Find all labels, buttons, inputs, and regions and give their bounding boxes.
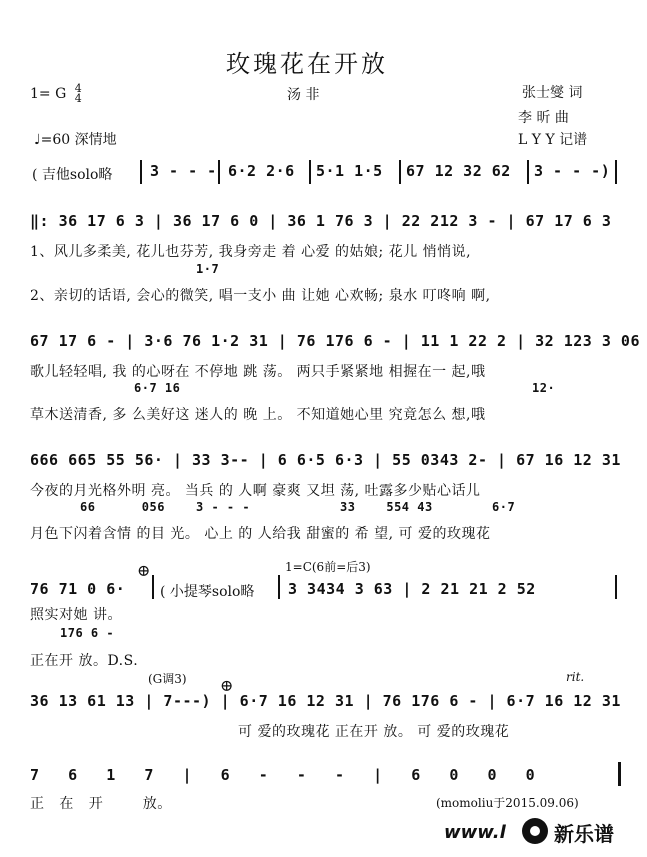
barline — [140, 160, 142, 184]
intro-bar-2: 6·2 2·6 — [228, 162, 295, 180]
notation-line-2: 67 17 6 - | 3·6 76 1·2 31 | 76 176 6 - | 11 1 22 2 | 32 123 3 06 — [30, 332, 640, 350]
barline — [278, 575, 280, 599]
ritardando-mark: rit. — [566, 670, 585, 684]
tempo — [34, 129, 117, 149]
alt-notes-line-1: 1·7 — [196, 262, 220, 276]
intro-bar-1: 3 - - - — [150, 162, 217, 180]
barline — [309, 160, 311, 184]
final-barline — [618, 762, 621, 786]
time-sig-bottom: 4 — [74, 92, 82, 105]
notation-line-4b: 3 3434 3 63 | 2 21 21 2 52 — [288, 580, 536, 598]
notation-line-3: 666 665 55 56· | 33 3-- | 6 6·5 6·3 | 55 0343 2- | 67 16 12 31 — [30, 451, 621, 469]
arranger: L Y Y 记谱 — [518, 132, 588, 148]
alt-notes-line-3d: 6·7 — [492, 500, 516, 514]
lyric-line-2-verse-1: 歌儿轻轻唱, 我 的心呀在 不停地 跳 荡。 两只手紧紧地 相握在一 起,哦 — [30, 364, 486, 380]
lyric-line-6: 正 在 开 放。 — [30, 796, 172, 812]
lyric-line-2-verse-2: 草木送清香, 多 么美好这 迷人的 晚 上。 不知道她心里 究竟怎么 想,哦 — [30, 407, 486, 423]
time-sig-top: 4 — [74, 82, 82, 95]
composer: 李 昕 曲 — [518, 110, 569, 126]
barline — [399, 160, 401, 184]
violin-solo-note: ( 小提琴solo略 — [160, 584, 255, 600]
key-change-mark: (G调3) — [148, 672, 187, 686]
notation-line-1: ‖: 36 17 6 3 | 36 17 6 0 | 36 1 76 3 | 22 212 3 - | 67 17 6 3 — [30, 212, 612, 230]
time-signature — [75, 84, 82, 104]
key-label: 1= G — [30, 86, 67, 102]
lyric-line-1-verse-2: 2、亲切的话语, 会心的微笑, 唱一支小 曲 让她 心欢畅; 泉水 叮咚响 啊, — [30, 288, 491, 304]
lyric-line-5: 可 爱的玫瑰花 正在开 放。 可 爱的玫瑰花 — [238, 724, 510, 740]
coda-sign-icon: ⊕ — [137, 561, 151, 580]
transcriber-credit: (momoliu于2015.09.06) — [436, 796, 579, 810]
lyric-line-3-verse-1: 今夜的月光格外明 亮。 当兵 的 人啊 豪爽 又坦 荡, 吐露多少贴心话儿 — [30, 483, 481, 499]
watermark-site: www.l — [444, 822, 506, 843]
barline — [152, 575, 154, 599]
alt-notes-line-3a: 66 056 — [80, 500, 165, 514]
singer: 汤 非 — [287, 87, 320, 103]
barline — [527, 160, 529, 184]
lyric-line-1-verse-1: 1、风儿多柔美, 花儿也芬芳, 我身旁走 着 心爱 的姑娘; 花儿 悄悄说, — [30, 244, 472, 260]
alt-notes-line-3b: 3 - - - — [196, 500, 251, 514]
alt-notes-line-2b: 12· — [532, 381, 556, 395]
lyric-line-4-verse-2: 正在开 放。D.S. — [30, 653, 139, 669]
quarter-note-icon: ♩ — [34, 132, 41, 148]
lyric-line-3-verse-2: 月色下闪着含情 的目 光。 心上 的 人给我 甜蜜的 希 望, 可 爱的玫瑰花 — [30, 526, 491, 542]
barline — [615, 575, 617, 599]
intro-bar-3: 5·1 1·5 — [316, 162, 383, 180]
lyricist: 张士燮 词 — [522, 85, 583, 101]
barline — [218, 160, 220, 184]
watermark-brand: 新乐谱 — [554, 822, 614, 846]
alt-notes-line-2a: 6·7 16 — [134, 381, 181, 395]
barline — [615, 160, 617, 184]
lyric-line-4-verse-1: 照实对她 讲。 — [30, 607, 122, 623]
modulation-mark: 1=C(6前=后3) — [285, 560, 371, 574]
alt-notes-line-3c: 33 554 43 — [340, 500, 433, 514]
notation-line-4a: 76 71 0 6· — [30, 580, 126, 598]
intro-bar-5: 3 - - -) — [534, 162, 611, 180]
song-title: 玫瑰花在开放 — [226, 50, 388, 78]
notation-line-6: 7 6 1 7 | 6 - - - | 6 0 0 0 — [30, 766, 536, 784]
site-logo-icon — [522, 818, 548, 844]
coda-sign-icon-2: ⊕ — [220, 676, 234, 695]
intro-bar-4: 67 12 32 62 — [406, 162, 511, 180]
notation-line-5: 36 13 61 13 | 7---) | 6·7 16 12 31 | 76 176 6 - | 6·7 16 12 31 — [30, 692, 621, 710]
key-signature — [30, 84, 82, 104]
intro-note: ( 吉他solo略 — [32, 167, 113, 183]
tempo-text: =60 深情地 — [40, 132, 117, 148]
alt-notes-line-4: 176 6 - — [60, 626, 115, 640]
